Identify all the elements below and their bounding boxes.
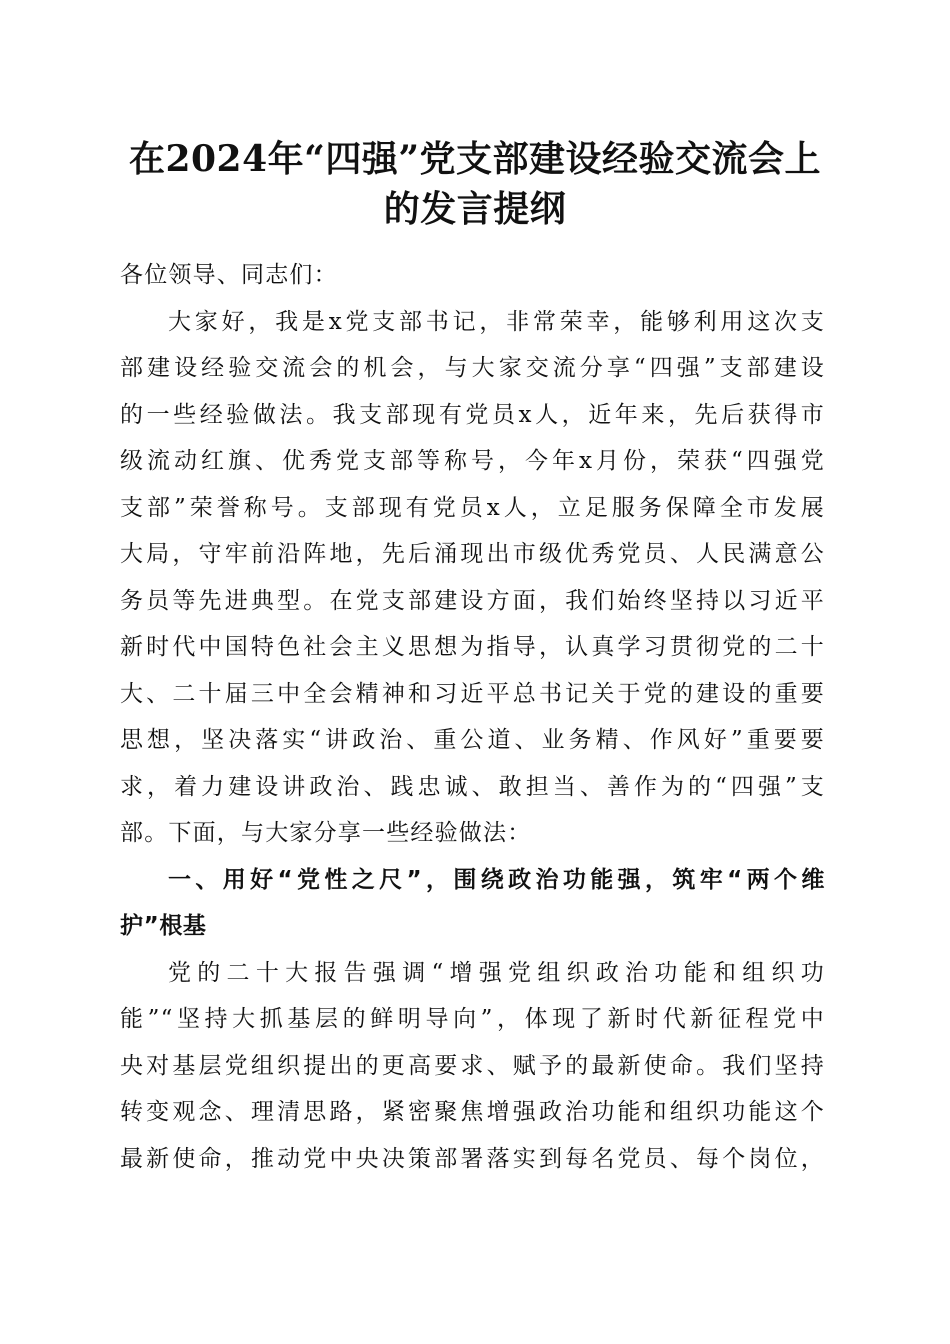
- salutation: 各位领导、同志们：: [120, 262, 338, 288]
- section-paragraph-line: 能”“坚持大抓基层的鲜明导向”，体现了新时代新征程党中: [120, 1006, 825, 1032]
- intro-paragraph-line: 部建设经验交流会的机会，与大家交流分享“四强”支部建设: [120, 355, 825, 381]
- intro-paragraph-line: 支部”荣誉称号。支部现有党员x人，立足服务保障全市发展: [120, 494, 825, 521]
- document-title: [110, 134, 840, 234]
- title-line: 在2024年“四强”党支部建设经验交流会上: [128, 138, 822, 180]
- intro-paragraph-line: 大、二十届三中全会精神和习近平总书记关于党的建设的重要: [120, 680, 825, 707]
- intro-paragraph-line: 新时代中国特色社会主义思想为指导，认真学习贯彻党的二十: [120, 634, 825, 660]
- intro-paragraph-line: 大局，守牢前沿阵地，先后涌现出市级优秀党员、人民满意公: [120, 541, 825, 567]
- title-line: 的发言提纲: [383, 188, 567, 230]
- document-body: [120, 252, 825, 1182]
- intro-paragraph-line: 部。下面，与大家分享一些经验做法：: [120, 820, 532, 846]
- intro-paragraph-line: 级流动红旗、优秀党支部等称号，今年x月份，荣获“四强党: [120, 448, 825, 474]
- section-heading-line: 一、用好“党性之尺”，围绕政治功能强，筑牢“两个维: [168, 866, 825, 893]
- section-heading-line: 护”根基: [120, 913, 207, 939]
- section-paragraph-line: 央对基层党组织提出的更高要求、赋予的最新使命。我们坚持: [120, 1052, 825, 1079]
- intro-paragraph-line: 求，着力建设讲政治、践忠诚、敢担当、善作为的“四强”支: [120, 773, 825, 800]
- section-paragraph-line: 最新使命，推动党中央决策部署落实到每名党员、每个岗位，: [120, 1145, 825, 1172]
- intro-paragraph-line: 务员等先进典型。在党支部建设方面，我们始终坚持以习近平: [120, 587, 825, 614]
- intro-paragraph-line: 的一些经验做法。我支部现有党员x人，近年来，先后获得市: [120, 401, 825, 428]
- section-paragraph-line: 党的二十大报告强调“增强党组织政治功能和组织功: [168, 959, 825, 986]
- intro-paragraph-line: 思想，坚决落实“讲政治、重公道、业务精、作风好”重要要: [120, 727, 825, 753]
- intro-paragraph-line: 大家好，我是x党支部书记，非常荣幸，能够利用这次支: [168, 308, 825, 335]
- section-paragraph-line: 转变观念、理清思路，紧密聚焦增强政治功能和组织功能这个: [120, 1099, 825, 1125]
